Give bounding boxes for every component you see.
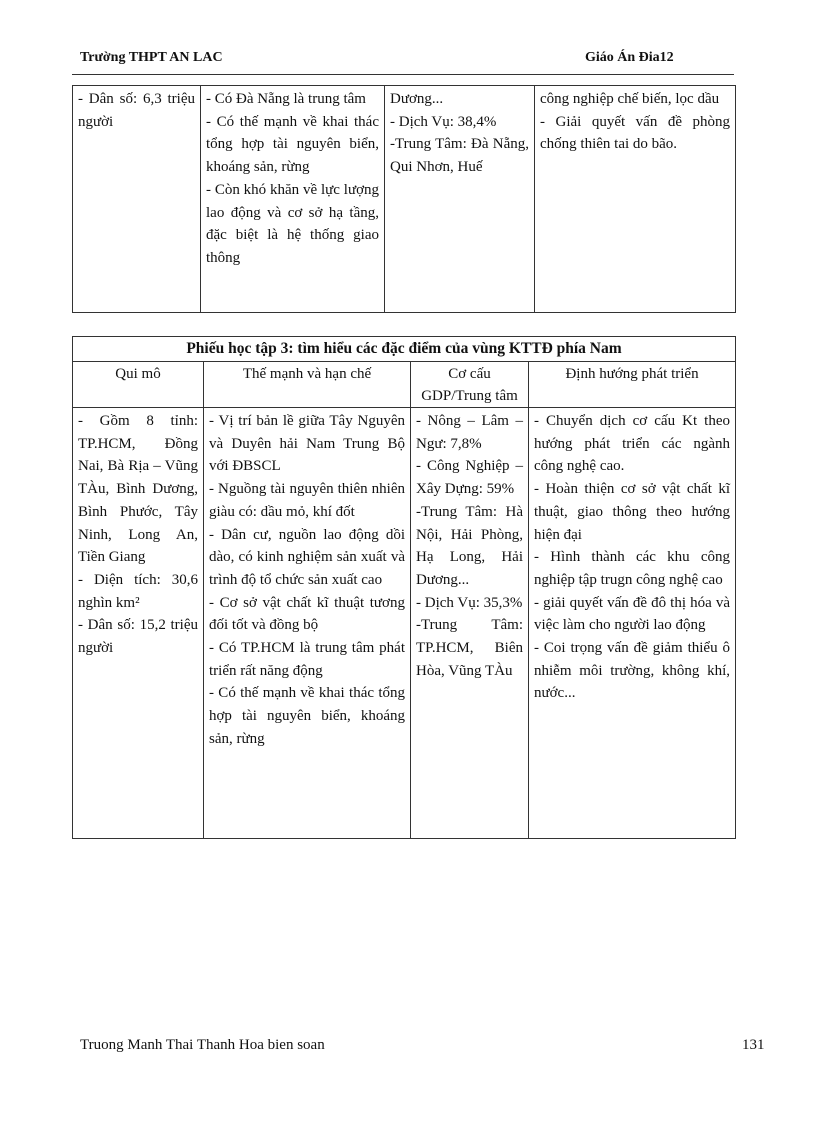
list-item: - Dân số: 6,3 triệu người xyxy=(78,91,195,130)
list-item: - Giải quyết vấn đề phòng chống thiên tai do bão. xyxy=(540,113,730,153)
list-item: - Dân số: 15,2 triệu người xyxy=(78,617,198,657)
cell-co-cau xyxy=(385,86,535,313)
cell-qui-mo xyxy=(73,408,204,839)
column-header: Cơ cấu GDP/Trung tâm xyxy=(411,362,529,408)
column-header: Qui mô xyxy=(73,362,204,408)
table-vung-mien-trung xyxy=(72,85,736,313)
list-item: - Hoàn thiện cơ sở vật chất kĩ thuật, giao thông theo hướng hiện đại xyxy=(534,481,731,543)
list-item: - Hình thành các khu công nghiệp tập trugn công nghệ cao xyxy=(534,549,731,588)
cell-qui-mo xyxy=(73,86,201,313)
list-item: - Có TP.HCM là trung tâm phát triển rất năng động xyxy=(209,640,405,679)
cell-the-manh xyxy=(204,408,411,839)
list-item: - Vị trí bản lề giữa Tây Nguyên và Duyên hải Nam Trung Bộ với ĐBSCL xyxy=(209,413,405,475)
cell-co-cau xyxy=(411,408,529,839)
cell-the-manh xyxy=(201,86,385,313)
cell-dinh-huong xyxy=(535,86,736,313)
column-header: Thế mạnh và hạn chế xyxy=(204,362,411,408)
list-item: - Diện tích: 30,6 nghìn km² xyxy=(78,571,198,611)
list-item: - Có thế mạnh về khai thác tổng hợp tài nguyên biển, khoáng sản, rừng xyxy=(209,685,405,747)
list-item: - giải quyết vấn đề đô thị hóa và việc làm cho người lao động xyxy=(534,594,731,634)
table-title: Phiếu học tập 3: tìm hiểu các đặc điểm của vùng KTTĐ phía Nam xyxy=(73,337,736,362)
column-header: Định hướng phát triển xyxy=(529,362,736,408)
list-item: - Có Đà Nẵng là trung tâm xyxy=(206,91,366,107)
list-item: công nghiệp chế biến, lọc dầu xyxy=(540,91,720,107)
list-item: - Coi trọng vấn đề giảm thiểu ô nhiễm môi trường, không khí, nước... xyxy=(534,640,731,702)
table-header-row xyxy=(73,362,736,408)
header-subject: Giáo Án Đia12 xyxy=(585,50,674,65)
list-item: - Dịch Vụ: 38,4% xyxy=(390,113,497,130)
footer-author: Truong Manh Thai Thanh Hoa bien soan xyxy=(80,1037,325,1053)
header-school: Trường THPT AN LAC xyxy=(80,50,223,65)
table-row xyxy=(73,408,736,839)
list-item: -Trung Tâm: Đà Nẵng, Qui Nhơn, Huế xyxy=(390,136,529,176)
list-item: - Dân cư, nguồn lao động dồi dào, có kinh nghiệm sản xuất và trình độ tổ chức sản xuất cao xyxy=(209,526,405,588)
list-item: - Dịch Vụ: 35,3% xyxy=(416,594,523,611)
list-item: - Gồm 8 tỉnh: TP.HCM, Đồng Nai, Bà Rịa – Vũng TÀu, Bình Dương, Bình Phước, Tây Ninh, Long An, Tiền Giang xyxy=(78,413,198,566)
list-item: Dương... xyxy=(390,91,444,107)
list-item: - Cơ sở vật chất kĩ thuật tương đối tốt và đồng bộ xyxy=(209,594,405,634)
cell-dinh-huong xyxy=(529,408,736,839)
table-title-row xyxy=(73,337,736,362)
list-item: -Trung Tâm: Hà Nội, Hải Phòng, Hạ Long, Hải Dương... xyxy=(416,503,523,588)
page-number: 131 xyxy=(742,1037,765,1053)
table-row xyxy=(73,86,736,313)
list-item: - Nguồng tài nguyên thiên nhiên giàu có: dầu mỏ, khí đốt xyxy=(209,481,405,520)
header-divider xyxy=(72,74,734,75)
table-vung-kttd-phia-nam xyxy=(72,336,736,839)
list-item: - Nông – Lâm – Ngư: 7,8% xyxy=(416,413,523,452)
list-item: - Còn khó khăn về lực lượng lao động và cơ sở hạ tầng, đặc biệt là hệ thống giao thông xyxy=(206,181,379,266)
list-item: - Chuyển dịch cơ cấu Kt theo hướng phát triển các ngành công nghệ cao. xyxy=(534,413,731,475)
list-item: - Công Nghiệp – Xây Dựng: 59% xyxy=(416,458,523,498)
list-item: - Có thế mạnh về khai thác tổng hợp tài nguyên biển, khoáng sản, rừng xyxy=(206,113,379,176)
list-item: -Trung Tâm: TP.HCM, Biên Hòa, Vũng TÀu xyxy=(416,617,523,679)
